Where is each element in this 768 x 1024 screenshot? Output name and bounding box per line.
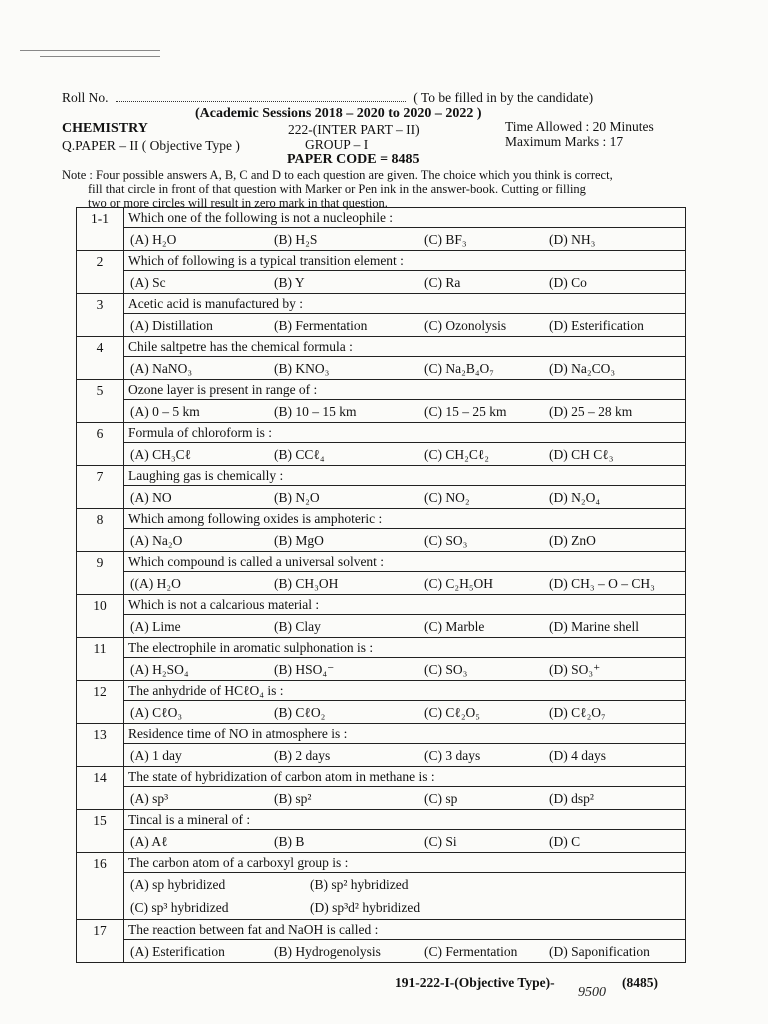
option-b[interactable]: (B) H₂S xyxy=(274,232,318,247)
question-number: 13 xyxy=(77,724,124,767)
note-line-3: two or more circles will result in zero mark in that question. xyxy=(88,196,388,210)
handwritten-note: 9500 xyxy=(578,985,606,1000)
question-cell xyxy=(124,294,686,337)
question-text: The carbon atom of a carboxyl group is : xyxy=(124,853,685,873)
paper-type: Q.PAPER – II ( Objective Type ) xyxy=(62,138,240,153)
question-number: 2 xyxy=(77,251,124,294)
question-row xyxy=(77,724,686,767)
option-b[interactable]: (B) CH₃OH xyxy=(274,576,339,591)
roll-number-line xyxy=(62,90,593,106)
option-b[interactable]: (B) KNO₃ xyxy=(274,361,330,376)
option-d[interactable]: (D) NH₃ xyxy=(549,232,596,247)
question-cell xyxy=(124,595,686,638)
subject-title: CHEMISTRY xyxy=(62,121,148,136)
question-number: 3 xyxy=(77,294,124,337)
option-b[interactable]: (B) Hydrogenolysis xyxy=(274,944,381,959)
questions-table xyxy=(76,207,686,963)
options-row xyxy=(124,787,685,809)
options-row xyxy=(124,744,685,766)
options-row xyxy=(124,830,685,852)
question-number: 8 xyxy=(77,509,124,552)
option-a[interactable]: (A) sp hybridized xyxy=(130,877,226,892)
question-cell xyxy=(124,810,686,853)
option-d[interactable]: (D) Esterification xyxy=(549,318,644,333)
question-number: 5 xyxy=(77,380,124,423)
option-a[interactable]: (A) NO xyxy=(130,490,172,505)
question-row xyxy=(77,509,686,552)
option-c[interactable]: (C) 15 – 25 km xyxy=(424,404,507,419)
question-text: Which is not a calcarious material : xyxy=(124,595,685,615)
question-cell xyxy=(124,638,686,681)
option-d[interactable]: (D) SO₃⁺ xyxy=(549,662,601,677)
question-number: 17 xyxy=(77,920,124,963)
question-number: 11 xyxy=(77,638,124,681)
option-d[interactable]: (D) Na₂CO₃ xyxy=(549,361,616,376)
question-row xyxy=(77,681,686,724)
question-text: Formula of chloroform is : xyxy=(124,423,685,443)
note-line-2: fill that circle in front of that question with Marker or Pen ink in the answer-book. Cutting or filling xyxy=(88,182,586,196)
top-rule-1 xyxy=(20,50,160,51)
question-number: 6 xyxy=(77,423,124,466)
options-row xyxy=(124,572,685,594)
question-row xyxy=(77,595,686,638)
question-cell xyxy=(124,853,686,920)
options-row xyxy=(124,529,685,551)
option-d[interactable]: (D) N₂O₄ xyxy=(549,490,601,505)
question-text: The anhydride of HCℓO₄ is : xyxy=(124,681,685,701)
option-c[interactable]: (C) NO₂ xyxy=(424,490,470,505)
question-row xyxy=(77,294,686,337)
option-d[interactable]: (D) ZnO xyxy=(549,533,596,548)
option-a[interactable]: (A) Na₂O xyxy=(130,533,183,548)
question-number: 16 xyxy=(77,853,124,920)
roll-number-note: ( To be filled in by the candidate) xyxy=(413,90,594,105)
question-text: Which compound is called a universal solvent : xyxy=(124,552,685,572)
option-c[interactable]: (C) 3 days xyxy=(424,748,481,763)
option-a[interactable]: (A) Sc xyxy=(130,275,166,290)
options-row xyxy=(124,658,685,680)
question-text: The electrophile in aromatic sulphonation is : xyxy=(124,638,685,658)
option-b[interactable]: (B) Clay xyxy=(274,619,321,634)
option-c[interactable]: (C) Si xyxy=(424,834,457,849)
option-d[interactable]: (D) 25 – 28 km xyxy=(549,404,633,419)
question-cell xyxy=(124,423,686,466)
option-a[interactable]: (A) Esterification xyxy=(130,944,225,959)
option-b[interactable]: (B) CℓO₂ xyxy=(274,705,326,720)
question-cell xyxy=(124,920,686,963)
option-c[interactable]: (C) Marble xyxy=(424,619,485,634)
question-cell xyxy=(124,466,686,509)
option-b[interactable]: (B) Fermentation xyxy=(274,318,368,333)
roll-number-blank xyxy=(116,101,406,102)
question-row xyxy=(77,466,686,509)
option-a[interactable]: ((A) H₂O xyxy=(130,576,181,591)
option-a[interactable]: (A) 1 day xyxy=(130,748,182,763)
paper-code: PAPER CODE = 8485 xyxy=(287,152,420,167)
question-cell xyxy=(124,767,686,810)
option-b[interactable]: (B) B xyxy=(274,834,305,849)
question-row xyxy=(77,208,686,251)
question-row xyxy=(77,423,686,466)
question-cell xyxy=(124,251,686,294)
question-text: Ozone layer is present in range of : xyxy=(124,380,685,400)
question-row xyxy=(77,380,686,423)
option-c[interactable]: (C) SO₃ xyxy=(424,662,468,677)
option-d[interactable]: (D) CH Cℓ₃ xyxy=(549,447,614,462)
options-row xyxy=(124,486,685,508)
question-number: 15 xyxy=(77,810,124,853)
option-c[interactable]: (C) Cℓ₂O₅ xyxy=(424,705,481,720)
roll-number-label: Roll No. xyxy=(62,90,109,105)
option-a[interactable]: (A) CH₃Cℓ xyxy=(130,447,192,462)
question-row xyxy=(77,810,686,853)
question-cell xyxy=(124,337,686,380)
question-text: The reaction between fat and NaOH is called : xyxy=(124,920,685,940)
option-c[interactable]: (C) Fermentation xyxy=(424,944,518,959)
options-row xyxy=(124,400,685,422)
options-row-2 xyxy=(124,896,685,919)
question-text: Laughing gas is chemically : xyxy=(124,466,685,486)
options-row xyxy=(124,701,685,723)
option-d[interactable]: (D) Saponification xyxy=(549,944,650,959)
question-row xyxy=(77,767,686,810)
instructions-note xyxy=(62,168,682,210)
option-a[interactable]: (A) sp³ xyxy=(130,791,169,806)
option-c[interactable]: (C) C₂H₅OH xyxy=(424,576,494,591)
maximum-marks: Maximum Marks : 17 xyxy=(505,134,624,149)
option-d[interactable]: (D) dsp² xyxy=(549,791,594,806)
question-number: 12 xyxy=(77,681,124,724)
time-allowed: Time Allowed : 20 Minutes xyxy=(505,119,654,134)
options-row xyxy=(124,228,685,250)
question-cell xyxy=(124,552,686,595)
option-a[interactable]: (A) H₂O xyxy=(130,232,177,247)
option-b[interactable]: (B) 10 – 15 km xyxy=(274,404,357,419)
option-d[interactable]: (D) C xyxy=(549,834,581,849)
question-number: 7 xyxy=(77,466,124,509)
option-c[interactable]: (C) Na₂B₄O₇ xyxy=(424,361,494,376)
option-d[interactable]: (D) Co xyxy=(549,275,587,290)
option-c[interactable]: (C) Ozonolysis xyxy=(424,318,507,333)
option-c[interactable]: (C) SO₃ xyxy=(424,533,468,548)
option-d[interactable]: (D) CH₃ – O – CH₃ xyxy=(549,576,655,591)
question-cell xyxy=(124,380,686,423)
option-a[interactable]: (A) Distillation xyxy=(130,318,213,333)
options-row xyxy=(124,314,685,336)
question-row xyxy=(77,638,686,681)
option-d[interactable]: (D) sp³d² hybridized xyxy=(310,900,421,915)
note-line-1: Note : Four possible answers A, B, C and D to each question are given. The choice which you think is correct, xyxy=(62,168,613,182)
question-row xyxy=(77,552,686,595)
option-a[interactable]: (A) Aℓ xyxy=(130,834,168,849)
option-c[interactable]: (C) sp³ hybridized xyxy=(130,900,229,915)
question-text: Which of following is a typical transition element : xyxy=(124,251,685,271)
option-b[interactable]: (B) HSO₄⁻ xyxy=(274,662,335,677)
option-c[interactable]: (C) Ra xyxy=(424,275,461,290)
question-cell xyxy=(124,724,686,767)
question-text: Residence time of NO in atmosphere is : xyxy=(124,724,685,744)
option-d[interactable]: (D) Cℓ₂O₇ xyxy=(549,705,606,720)
question-text: Tincal is a mineral of : xyxy=(124,810,685,830)
options-row-1 xyxy=(124,873,685,896)
question-row xyxy=(77,337,686,380)
question-text: Which one of the following is not a nucleophile : xyxy=(124,208,685,228)
option-c[interactable]: (C) BF₃ xyxy=(424,232,467,247)
question-number: 9 xyxy=(77,552,124,595)
option-a[interactable]: (A) NaNO₃ xyxy=(130,361,193,376)
question-number: 4 xyxy=(77,337,124,380)
option-d[interactable]: (D) 4 days xyxy=(549,748,606,763)
option-a[interactable]: (A) 0 – 5 km xyxy=(130,404,200,419)
option-b[interactable]: (B) MgO xyxy=(274,533,324,548)
question-number: 10 xyxy=(77,595,124,638)
top-rule-2 xyxy=(40,56,160,57)
question-text: Chile saltpetre has the chemical formula : xyxy=(124,337,685,357)
option-c[interactable]: (C) CH₂Cℓ₂ xyxy=(424,447,490,462)
options-row xyxy=(124,357,685,379)
question-row xyxy=(77,251,686,294)
group-label: GROUP – I xyxy=(305,137,369,152)
question-cell xyxy=(124,208,686,251)
option-b[interactable]: (B) 2 days xyxy=(274,748,331,763)
inter-part: 222-(INTER PART – II) xyxy=(288,122,420,137)
question-text: The state of hybridization of carbon atom in methane is : xyxy=(124,767,685,787)
option-b[interactable]: (B) sp² xyxy=(274,791,312,806)
academic-sessions: (Academic Sessions 2018 – 2020 to 2020 – 2022 ) xyxy=(195,106,482,121)
options-row xyxy=(124,615,685,637)
option-a[interactable]: (A) CℓO₃ xyxy=(130,705,183,720)
question-text: Acetic acid is manufactured by : xyxy=(124,294,685,314)
question-number: 1-1 xyxy=(77,208,124,251)
footer-code: 191-222-I-(Objective Type)- xyxy=(395,975,555,990)
question-cell xyxy=(124,509,686,552)
options-row xyxy=(124,271,685,293)
question-text: Which among following oxides is amphoteric : xyxy=(124,509,685,529)
option-c[interactable]: (C) sp xyxy=(424,791,458,806)
question-number: 14 xyxy=(77,767,124,810)
option-b[interactable]: (B) Y xyxy=(274,275,305,290)
question-row-17 xyxy=(77,920,686,963)
options-row xyxy=(124,443,685,465)
option-a[interactable]: (A) Lime xyxy=(130,619,181,634)
options-row xyxy=(124,940,685,962)
question-cell xyxy=(124,681,686,724)
footer-paper-code: (8485) xyxy=(622,975,658,990)
option-d[interactable]: (D) Marine shell xyxy=(549,619,639,634)
option-b[interactable]: (B) CCℓ₄ xyxy=(274,447,325,462)
option-a[interactable]: (A) H₂SO₄ xyxy=(130,662,189,677)
option-b[interactable]: (B) N₂O xyxy=(274,490,320,505)
question-row-16 xyxy=(77,853,686,920)
option-b[interactable]: (B) sp² hybridized xyxy=(310,877,409,892)
